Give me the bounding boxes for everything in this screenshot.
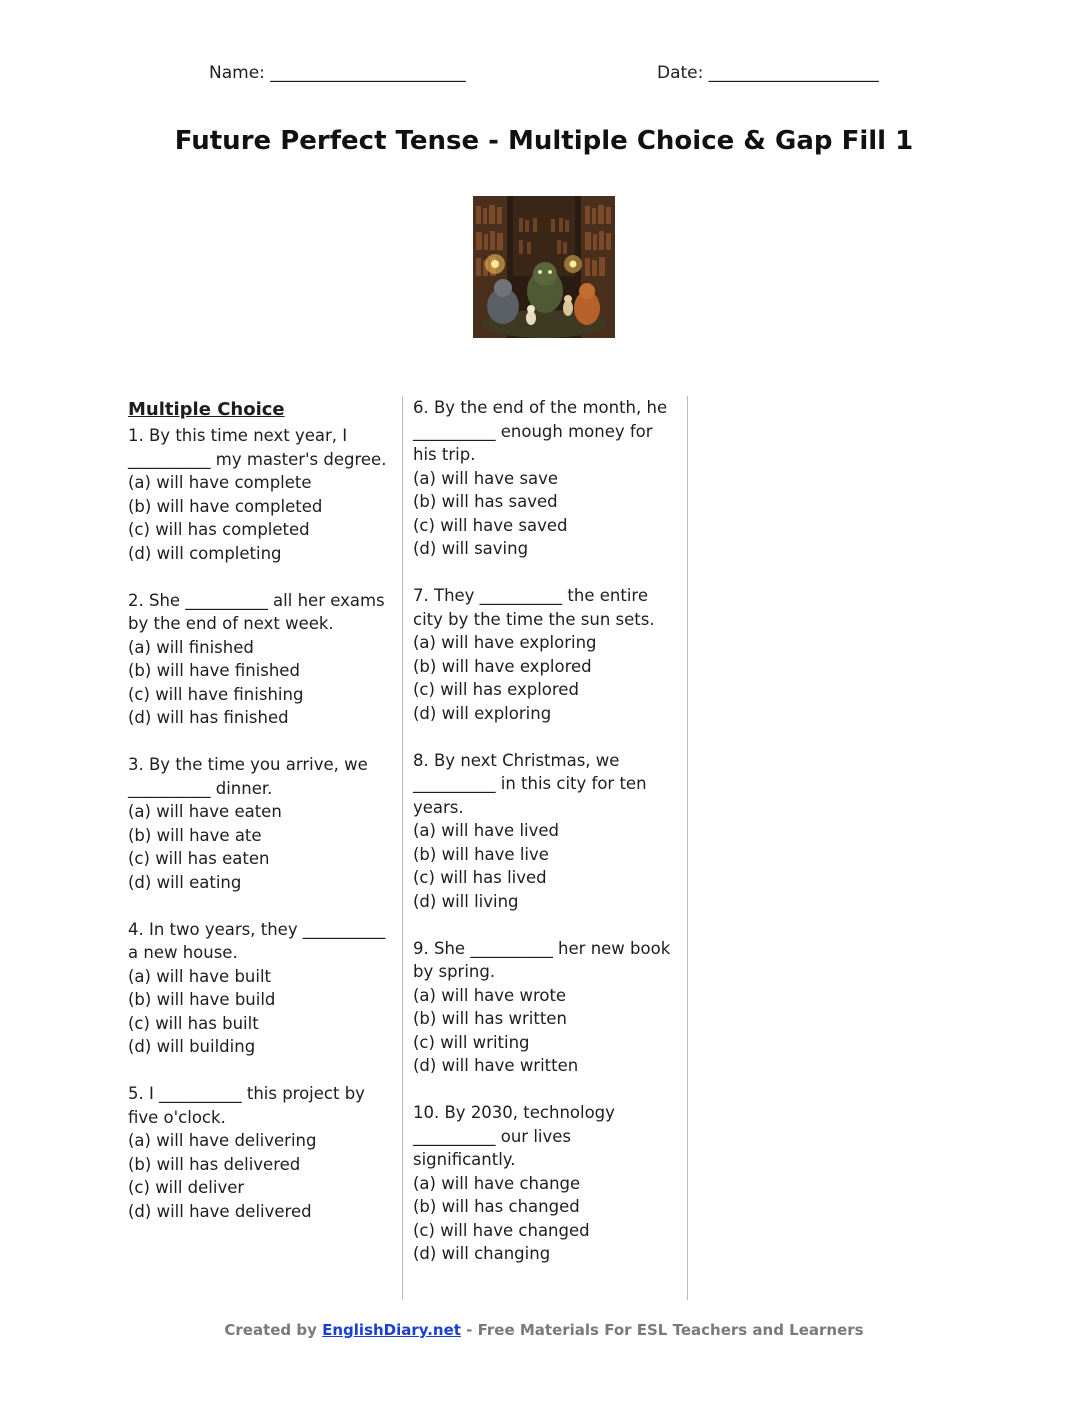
- question-1: [128, 424, 390, 565]
- name-field: Name: _______________________: [209, 63, 466, 83]
- option-c: (c) will have finishing: [128, 684, 304, 704]
- option-c: (c) will has lived: [413, 868, 547, 887]
- option-a: (a) will have wrote: [413, 985, 567, 1005]
- option-d: (d) will living: [413, 891, 519, 911]
- library-animals-illustration: [473, 196, 615, 338]
- column-divider-right: [687, 396, 688, 1300]
- option-b: (b) will have explored: [413, 656, 592, 676]
- option-a: (a) will have delivering: [128, 1131, 317, 1150]
- footer-credit: [0, 1321, 1088, 1339]
- question-text: 2. She __________ all her exams by the end of next week.: [128, 590, 385, 633]
- option-a: (a) will have change: [413, 1173, 581, 1193]
- option-a: (a) will have save: [413, 468, 559, 488]
- question-text: 9. She __________ her new book by spring.: [413, 938, 671, 981]
- option-a: (a) will have exploring: [413, 633, 597, 652]
- option-a: (a) will have eaten: [128, 802, 282, 821]
- column-left: [128, 396, 390, 1247]
- question-8: [413, 749, 675, 914]
- option-b: (b) will have completed: [128, 496, 323, 516]
- option-b: (b) will have build: [128, 990, 276, 1009]
- option-d: (d) will changing: [413, 1244, 551, 1263]
- section-heading: Multiple Choice: [128, 399, 285, 420]
- footer-suffix: - Free Materials For ESL Teachers and Learners: [460, 1321, 864, 1339]
- column-right: [413, 396, 675, 1289]
- option-c: (c) will deliver: [128, 1178, 245, 1197]
- site-link[interactable]: EnglishDiary.net: [322, 1321, 461, 1339]
- question-text: 7. They __________ the entire city by the time the sun sets.: [413, 586, 655, 629]
- option-b: (b) will has saved: [413, 492, 558, 511]
- question-7: [413, 584, 675, 725]
- question-text: 6. By the end of the month, he __________ enough money for his trip.: [413, 398, 668, 464]
- option-a: (a) will have lived: [413, 821, 560, 840]
- option-b: (b) will have finished: [128, 661, 300, 680]
- option-c: (c) will have changed: [413, 1220, 590, 1240]
- option-d: (d) will exploring: [413, 703, 552, 723]
- question-9: [413, 937, 675, 1078]
- option-b: (b) will has delivered: [128, 1154, 301, 1174]
- worksheet-title: Future Perfect Tense - Multiple Choice & Gap Fill 1: [174, 126, 914, 156]
- question-4: [128, 918, 390, 1059]
- option-c: (c) will has completed: [128, 520, 310, 539]
- option-a: (a) will have built: [128, 966, 272, 986]
- option-b: (b) will has written: [413, 1009, 567, 1028]
- question-text: 5. I __________ this project by five o'clock.: [128, 1084, 365, 1127]
- question-10: [413, 1101, 675, 1266]
- question-text: 8. By next Christmas, we __________ in this city for ten years.: [413, 750, 647, 817]
- option-c: (c) will has eaten: [128, 849, 270, 868]
- question-3: [128, 753, 390, 894]
- option-b: (b) will have live: [413, 844, 549, 864]
- option-c: (c) will have saved: [413, 515, 568, 535]
- option-d: (d) will have delivered: [128, 1201, 312, 1221]
- option-c: (c) will has built: [128, 1013, 259, 1033]
- option-b: (b) will have ate: [128, 825, 262, 845]
- question-2: [128, 589, 390, 730]
- question-6: [413, 396, 675, 561]
- question-5: [128, 1082, 390, 1223]
- option-d: (d) will completing: [128, 543, 282, 563]
- option-c: (c) will has explored: [413, 680, 579, 699]
- option-d: (d) will eating: [128, 872, 242, 892]
- option-b: (b) will has changed: [413, 1197, 580, 1216]
- option-a: (a) will have complete: [128, 473, 312, 492]
- option-d: (d) will has finished: [128, 708, 289, 727]
- option-d: (d) will saving: [413, 539, 529, 558]
- question-text: 1. By this time next year, I __________ my master's degree.: [128, 426, 387, 469]
- column-divider-left: [402, 396, 403, 1300]
- option-d: (d) will have written: [413, 1056, 579, 1075]
- footer-prefix: Created by: [224, 1321, 323, 1339]
- date-field: Date: ____________________: [657, 63, 879, 83]
- question-text: 10. By 2030, technology __________ our lives significantly.: [413, 1103, 615, 1169]
- option-d: (d) will building: [128, 1037, 256, 1056]
- question-text: 3. By the time you arrive, we __________ dinner.: [128, 755, 368, 798]
- option-c: (c) will writing: [413, 1032, 530, 1052]
- question-text: 4. In two years, they __________ a new house.: [128, 919, 386, 962]
- option-a: (a) will finished: [128, 637, 254, 657]
